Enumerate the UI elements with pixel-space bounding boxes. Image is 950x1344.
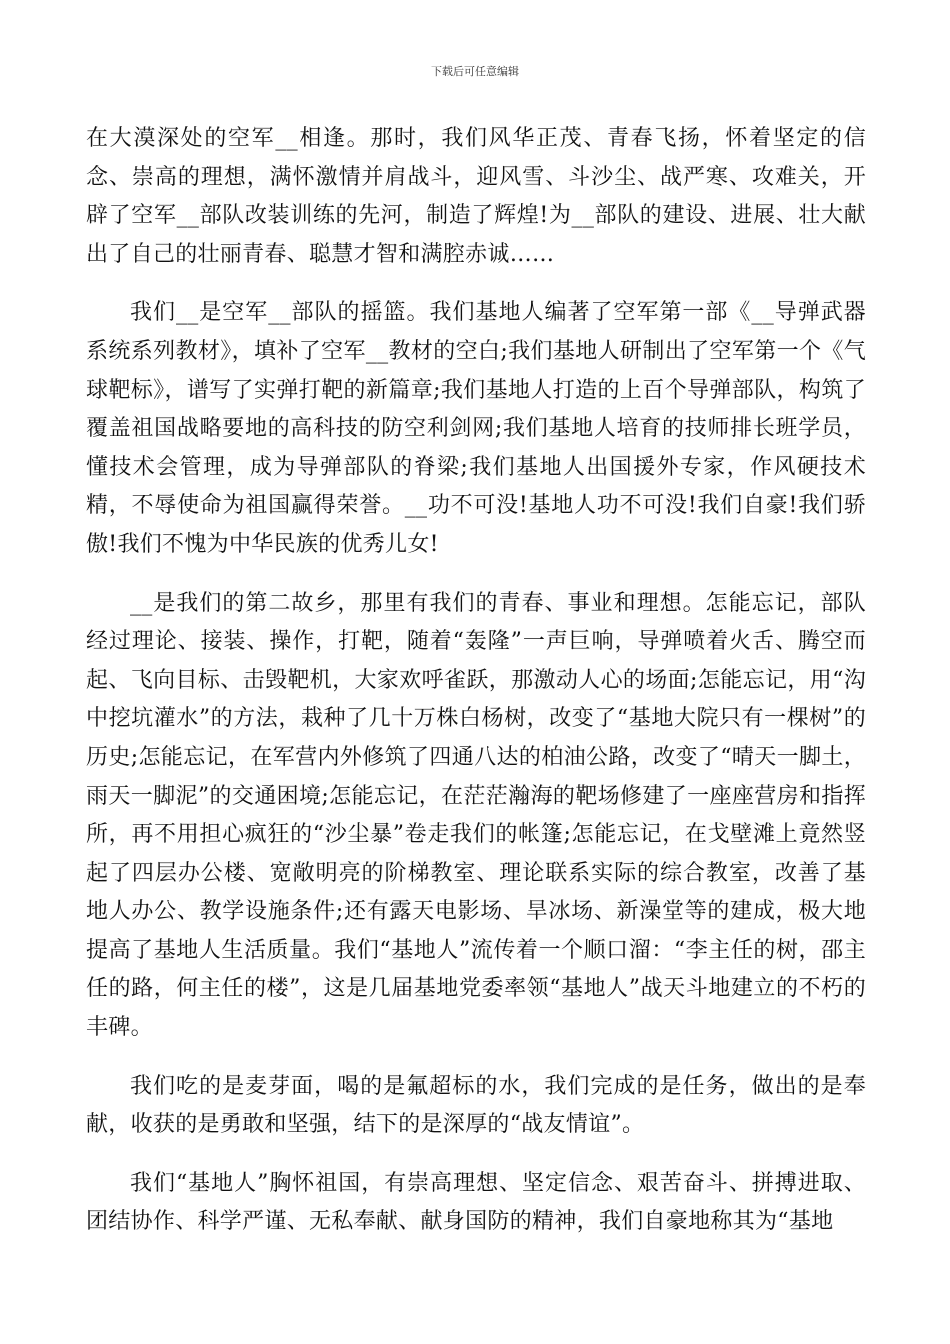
- paragraph-4: 我们吃的是麦芽面，喝的是氟超标的水，我们完成的是任务，做出的是奉献，收获的是勇敢和坚强，结下的是深厚的“战友情谊”。: [86, 1073, 866, 1138]
- page-header: 下载后可任意编辑: [431, 65, 519, 78]
- paragraph-5: 我们“基地人”胸怀祖国，有崇高理想、坚定信念、艰苦奋斗、拼搏进取、团结协作、科学严谨、无私奉献、献身国防的精神，我们自豪地称其为“基地: [86, 1170, 866, 1235]
- paragraph-2: 我们__是空军__部队的摇篮。我们基地人编著了空军第一部《__导弹武器系统系列教材》，填补了空军__教材的空白;我们基地人研制出了空军第一个《气球靶标》，谱写了实弹打靶的新篇章;我们基地人打造的上百个导弹部队，构筑了覆盖祖国战略要地的高科技的防空利剑网;我们基地人培育的技师排长班学员，懂技术会管理，成为导弹部队的脊梁;我们基地人出国援外专家，作风硬技术精，不辱使命为祖国赢得荣誉。__功不可没!基地人功不可没!我们自豪!我们骄傲!我们不愧为中华民族的优秀儿女!: [86, 300, 866, 557]
- paragraph-3: __是我们的第二故乡，那里有我们的青春、事业和理想。怎能忘记，部队经过理论、接装、操作，打靶，随着“轰隆”一声巨响，导弹喷着火舌、腾空而起、飞向目标、击毁靶机，大家欢呼雀跃，那激动人心的场面;怎能忘记，用“沟中挖坑灌水”的方法，栽种了几十万株白杨树，改变了“基地大院只有一棵树”的历史;怎能忘记，在军营内外修筑了四通八达的柏油公路，改变了“晴天一脚土，雨天一脚泥”的交通困境;怎能忘记，在茫茫瀚海的靶场修建了一座座营房和指挥所，再不用担心疯狂的“沙尘暴”卷走我们的帐篷;怎能忘记，在戈壁滩上竟然竖起了四层办公楼、宽敞明亮的阶梯教室、理论联系实际的综合教室，改善了基地人办公、教学设施条件;还有露天电影场、旱冰场、新澡堂等的建成，极大地提高了基地人生活质量。我们“基地人”流传着一个顺口溜：“李主任的树，邵主任的路，何主任的楼”，这是几届基地党委率领“基地人”战天斗地建立的不朽的丰碑。: [86, 590, 866, 1041]
- document-body: [86, 120, 866, 1242]
- paragraph-1: 在大漠深处的空军__相逢。那时，我们风华正茂、青春飞扬，怀着坚定的信念、崇高的理想，满怀激情并肩战斗，迎风雪、斗沙尘、战严寒、攻难关，开辟了空军__部队改装训练的先河，制造了辉煌!为__部队的建设、进展、壮大献出了自己的壮丽青春、聪慧才智和满腔赤诚……: [86, 126, 866, 267]
